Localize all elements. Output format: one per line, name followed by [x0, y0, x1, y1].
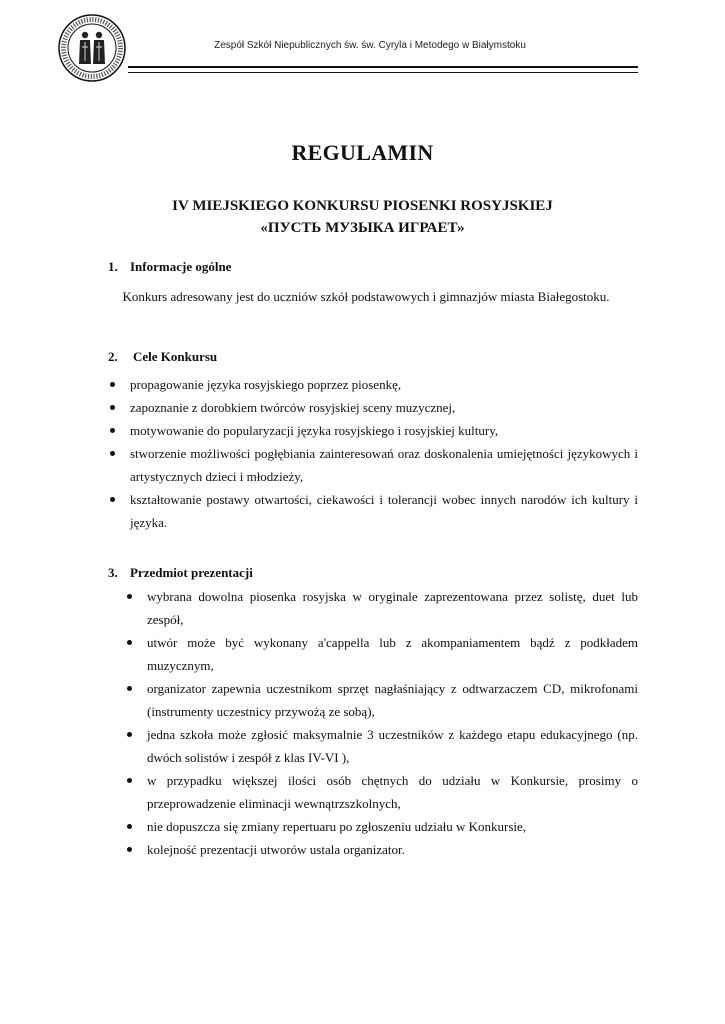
- bullet-icon: [110, 382, 115, 387]
- bullet-icon: [110, 451, 115, 456]
- bullet-icon: [127, 686, 132, 691]
- bullet-icon: [127, 847, 132, 852]
- list-item: wybrana dowolna piosenka rosyjska w oryginale zaprezentowana przez solistę, duet lub zespół,: [147, 585, 638, 631]
- bullet-icon: [127, 732, 132, 737]
- list-item: organizator zapewnia uczestnikom sprzęt nagłaśniający z odtwarzaczem CD, mikrofonami (instrumenty uczestnicy przywożą ze sobą),: [147, 677, 638, 723]
- document-subtitle-line2: «ПУСТЬ МУЗЫКА ИГРАЕТ»: [260, 220, 465, 236]
- header-school-name: Zespół Szkół Niepublicznych św. św. Cyryla i Metodego w Białymstoku: [214, 40, 526, 51]
- document-subtitle-line1: IV MIEJSKIEGO KONKURSU PIOSENKI ROSYJSKIEJ: [172, 198, 553, 214]
- list-item: utwór może być wykonany a'cappella lub z akompaniamentem bądź z podkładem muzycznym,: [147, 631, 638, 677]
- section-2-heading: Cele Konkursu: [133, 349, 218, 364]
- bullet-icon: [110, 497, 115, 502]
- school-seal-logo: [58, 14, 126, 82]
- list-item: zapoznanie z dorobkiem twórców rosyjskiej sceny muzycznej,: [130, 396, 638, 419]
- list-item: nie dopuszcza się zmiany repertuaru po zgłoszeniu udziału w Konkursie,: [147, 815, 638, 838]
- section-2-number: 2.: [108, 349, 118, 364]
- section-1-text: Konkurs adresowany jest do uczniów szkół podstawowych i gimnazjów miasta Białegostoku.: [122, 289, 610, 304]
- bullet-icon: [127, 640, 132, 645]
- list-item: kształtowanie postawy otwartości, ciekawości i tolerancji wobec innych narodów ich kultury i języka.: [130, 488, 638, 534]
- list-item: jedna szkoła może zgłosić maksymalnie 3 uczestników z każdego etapu edukacyjnego (np. dwóch solistów i zespół z klas IV-VI ),: [147, 723, 638, 769]
- bullet-icon: [127, 594, 132, 599]
- bullet-icon: [110, 405, 115, 410]
- document-title: REGULAMIN: [291, 140, 434, 165]
- section-2-list: [130, 373, 638, 534]
- bullet-icon: [110, 428, 115, 433]
- bullet-icon: [127, 824, 132, 829]
- list-item: stworzenie możliwości pogłębiania zainteresowań oraz doskonalenia umiejętności językowych i artystycznych dzieci i młodzieży,: [130, 442, 638, 488]
- bullet-icon: [127, 778, 132, 783]
- section-3-number: 3.: [108, 565, 118, 580]
- section-1-heading: Informacje ogólne: [130, 259, 232, 274]
- list-item: propagowanie języka rosyjskiego poprzez piosenkę,: [130, 373, 638, 396]
- section-3-heading: Przedmiot prezentacji: [130, 565, 253, 580]
- section-3-list: [147, 585, 638, 861]
- list-item: motywowanie do popularyzacji języka rosyjskiego i rosyjskiej kultury,: [130, 419, 638, 442]
- section-1-number: 1.: [108, 259, 118, 274]
- list-item: kolejność prezentacji utworów ustala organizator.: [147, 838, 638, 861]
- header-divider: [128, 66, 638, 73]
- list-item: w przypadku większej ilości osób chętnych do udziału w Konkursie, prosimy o przeprowadzenie eliminacji wewnątrzszkolnych,: [147, 769, 638, 815]
